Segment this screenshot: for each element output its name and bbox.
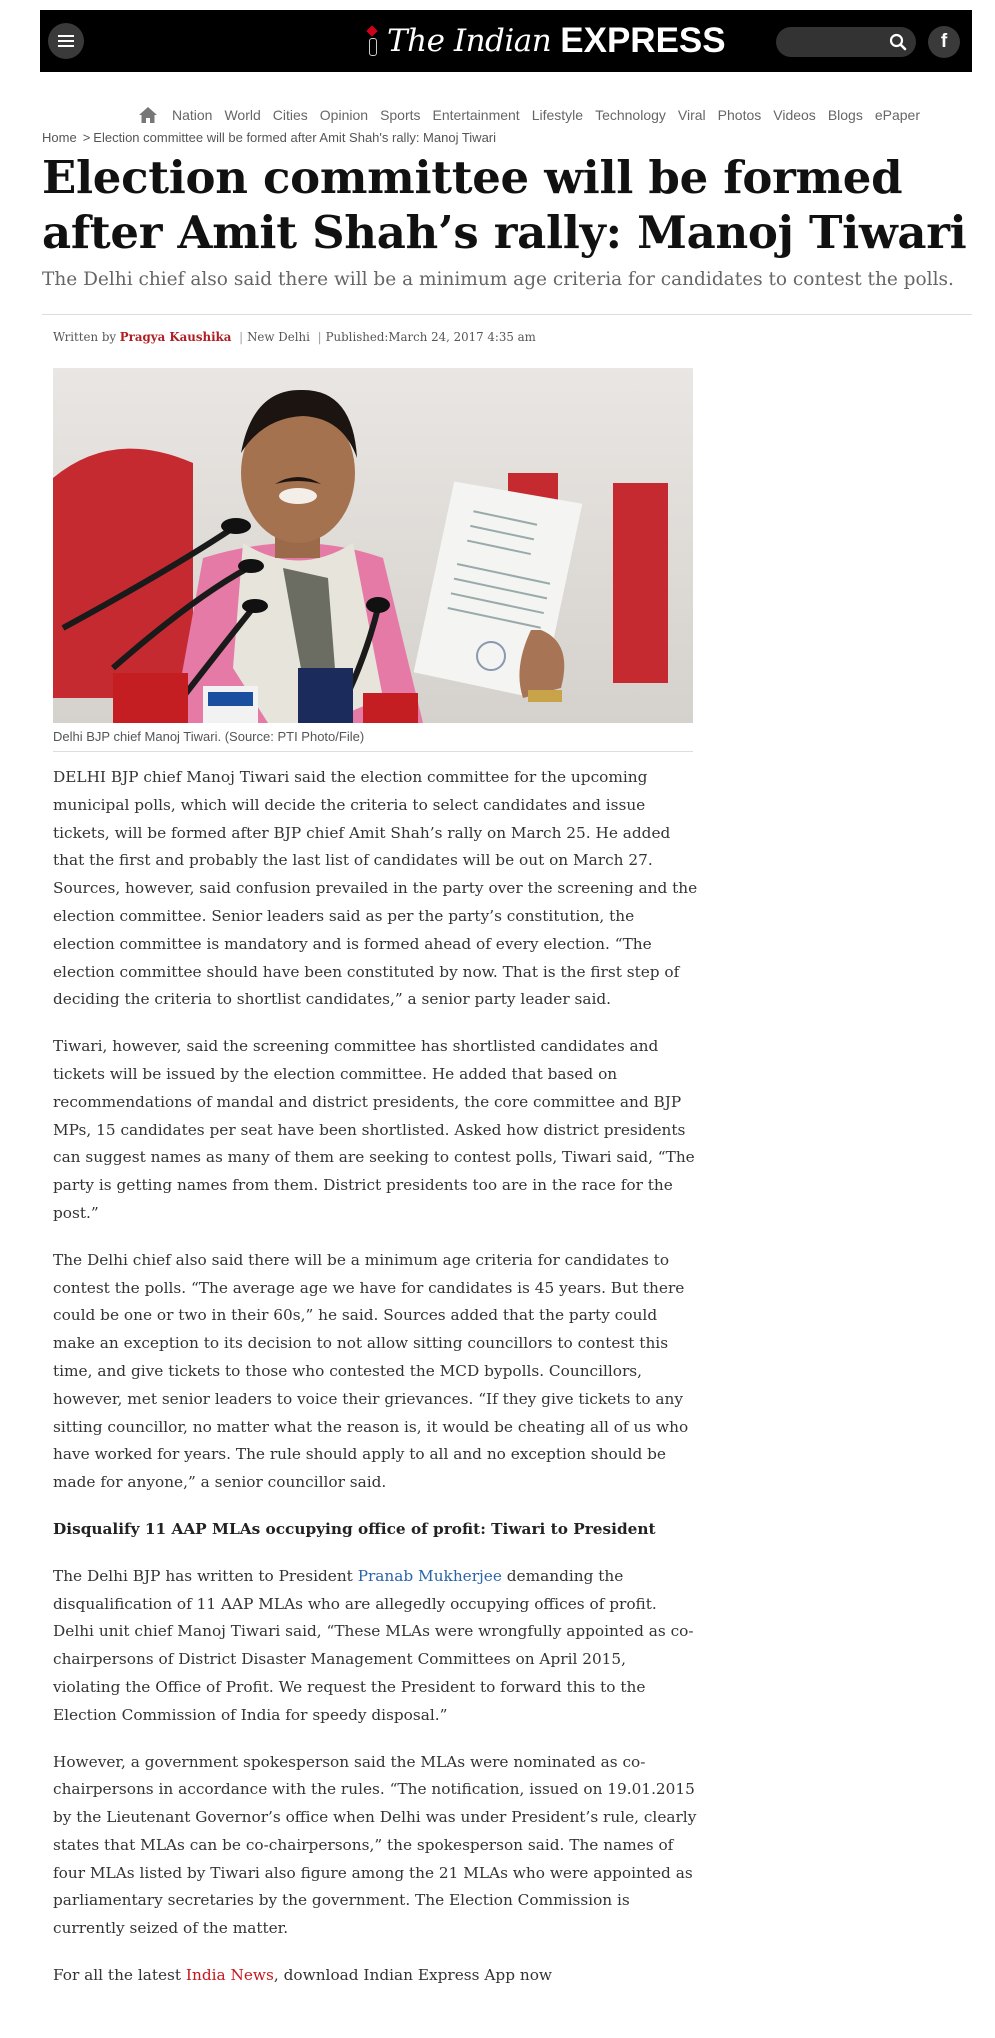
nav-item-lifestyle[interactable]: Lifestyle xyxy=(531,107,584,123)
author-link[interactable]: Pragya Kaushika xyxy=(119,330,232,344)
article-paragraph xyxy=(53,1563,698,1730)
india-news-link[interactable]: India News xyxy=(185,1966,274,1985)
search-icon[interactable] xyxy=(888,32,908,52)
article-footer-note xyxy=(53,1962,698,1990)
pranab-mukherjee-link[interactable]: Pranab Mukherjee xyxy=(357,1566,502,1585)
divider xyxy=(53,751,693,752)
byline xyxy=(53,330,536,344)
article-photo xyxy=(53,368,693,723)
nav-item-epaper[interactable]: ePaper xyxy=(874,107,920,123)
article-synopsis: The Delhi chief also said there will be a minimum age criteria for candidates to contest the polls. xyxy=(42,269,954,290)
logo-text-italic: The Indian xyxy=(387,23,552,59)
byline-separator: | xyxy=(317,330,322,344)
logo-emblem-icon xyxy=(365,26,379,56)
nav-item-photos[interactable]: Photos xyxy=(717,107,762,123)
byline-published: Published:March 24, 2017 4:35 am xyxy=(325,330,536,344)
nav-item-opinion[interactable]: Opinion xyxy=(319,107,369,123)
search-input[interactable] xyxy=(788,32,883,52)
breadcrumb-separator: > xyxy=(82,130,91,145)
search-box[interactable] xyxy=(776,27,916,57)
footer-text: For all the latest xyxy=(53,1966,186,1985)
nav-item-blogs[interactable]: Blogs xyxy=(827,107,863,123)
site-logo[interactable] xyxy=(365,20,726,62)
press-conference-image xyxy=(53,368,693,723)
byline-location: New Delhi xyxy=(247,330,310,344)
nav-item-nation[interactable]: Nation xyxy=(172,107,213,123)
article-paragraph: DELHI BJP chief Manoj Tiwari said the election committee for the upcoming municipal polls, which will decide the criteria to select candidates and issue tickets, will be formed after BJP chief Amit Shah’s rally on March 25. He added that the first and probably the last list of candidates will be out on March 27. Sources, however, said confusion prevailed in the party over the screening and the election committee. Senior leaders said as per the party’s constitution, the election committee is mandatory and is formed ahead of every election. “The election committee should have been constituted by now. That is the first step of deciding the criteria to shortlist candidates,” a senior party leader said. xyxy=(53,768,698,1009)
nav-item-world[interactable]: World xyxy=(224,107,261,123)
article-paragraph: Tiwari, however, said the screening committee has shortlisted candidates and tickets will be issued by the election committee. He added that based on recommendations of mandal and district presidents, the core committee and BJP MPs, 15 candidates per seat have been shortlisted. Asked how district presidents can suggest names as many of them are seeking to contest polls, Tiwari said, “The party is getting names from them. District presidents too are in the race for the post.” xyxy=(53,1037,695,1222)
facebook-icon[interactable]: f xyxy=(928,26,960,58)
nav-item-viral[interactable]: Viral xyxy=(677,107,706,123)
divider xyxy=(42,314,972,315)
logo-text-bold: EXPRESS xyxy=(560,21,726,60)
breadcrumb-current: Election committee will be formed after Amit Shah's rally: Manoj Tiwari xyxy=(93,130,497,145)
hamburger-menu-icon[interactable] xyxy=(48,23,84,59)
article-paragraph: However, a government spokesperson said the MLAs were nominated as co-chairpersons in accordance with the rules. “The notification, issued on 19.01.2015 by the Lieutenant Governor’s office when Delhi was under President’s rule, clearly states that MLAs can be co-chairpersons,” the spokesperson said. The names of four MLAs listed by Tiwari also figure among the 21 MLAs who were appointed as parliamentary secretaries by the government. The Election Commission is currently seized of the matter. xyxy=(53,1752,697,1938)
article-paragraph: The Delhi chief also said there will be a minimum age criteria for candidates to contest the polls. “The average age we have for candidates is 45 years. But there could be one or two in their 60s,” he said. Sources added that the party could make an exception to its decision to not allow sitting councillors to contest this time, and give tickets to those who contested the MCD bypolls. Councillors, however, met senior leaders to voice their grievances. “If they give tickets to any sitting councillor, no matter what the reason is, it would be cheating all of us who have worked for years. The rule should apply to all and no exception should be made for anyone,” a senior councillor said. xyxy=(53,1250,689,1492)
photo-caption: Delhi BJP chief Manoj Tiwari. (Source: PTI Photo/File) xyxy=(53,729,365,744)
nav-item-cities[interactable]: Cities xyxy=(272,107,308,123)
byline-separator: | xyxy=(239,330,244,344)
nav-item-videos[interactable]: Videos xyxy=(773,107,816,123)
site-header xyxy=(40,10,972,72)
paragraph-text: demanding the disqualification of 11 AAP MLAs who are allegedly occupying offices of profit. Delhi unit chief Manoj Tiwari said, “These MLAs were wrongfully appointed as co-chairpersons of District Disaster Management Committees on April 2015, violating the Office of Profit. We request the President to forward this to the Election Commission of India for speedy disposal.” xyxy=(53,1566,694,1724)
nav-item-entertainment[interactable]: Entertainment xyxy=(432,107,520,123)
nav-item-sports[interactable]: Sports xyxy=(380,107,421,123)
page-title: Election committee will be formed after Amit Shah’s rally: Manoj Tiwari xyxy=(42,151,967,259)
nav-item-technology[interactable]: Technology xyxy=(595,107,666,123)
article-subheading: Disqualify 11 AAP MLAs occupying office of profit: Tiwari to President xyxy=(53,1519,656,1538)
main-navigation xyxy=(138,104,926,126)
paragraph-text: The Delhi BJP has written to President xyxy=(53,1566,358,1585)
breadcrumb xyxy=(42,130,496,145)
article-body xyxy=(53,764,698,2009)
breadcrumb-home[interactable]: Home xyxy=(42,130,77,145)
footer-text: , download Indian Express App now xyxy=(273,1966,552,1985)
home-icon[interactable] xyxy=(138,106,158,124)
byline-written-by: Written by xyxy=(53,330,117,344)
